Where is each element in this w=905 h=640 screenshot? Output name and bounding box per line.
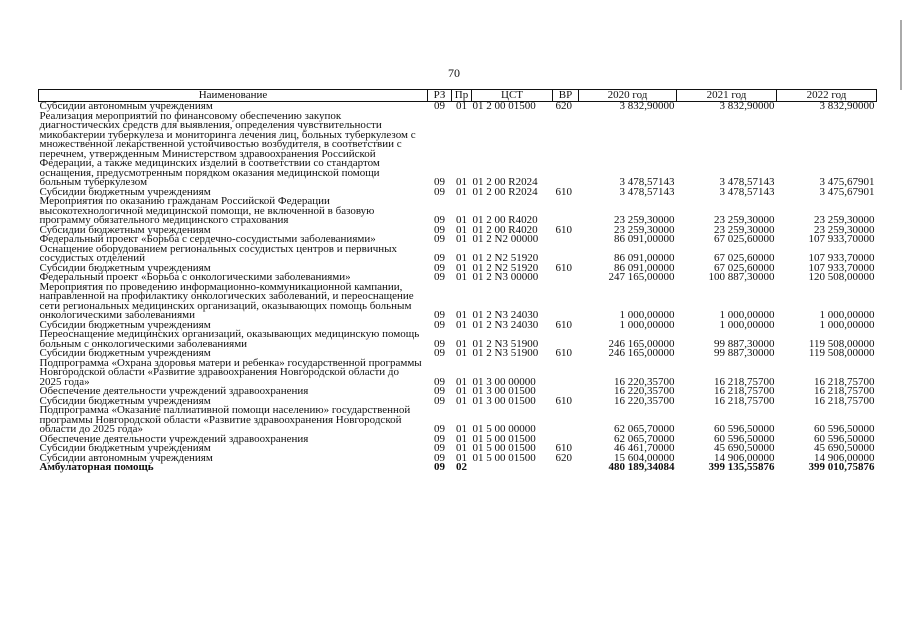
- row-rz: 09: [434, 432, 445, 445]
- table-row: [39, 463, 877, 473]
- row-name: Субсидии бюджетным учреждениям: [39, 223, 211, 236]
- row-vr: [553, 235, 579, 245]
- row-2020: 1 000,00000: [619, 309, 675, 321]
- row-2021: 99 887,30000: [714, 347, 775, 359]
- row-rz: 09: [434, 214, 445, 226]
- row-pr: 01: [456, 337, 467, 350]
- row-rz: 09: [434, 442, 445, 454]
- row-rz: 09: [434, 318, 445, 331]
- row-2020: 1 000,00000: [619, 318, 675, 331]
- row-2022: 3 832,90000: [819, 100, 875, 112]
- row-cst: 01 5 00 01500: [472, 442, 536, 454]
- row-2021: 14 906,00000: [714, 451, 775, 464]
- row-2021: 399 135,55876: [708, 461, 775, 473]
- row-2022: 120 508,00000: [808, 271, 875, 283]
- row-cst: 01 2 N2 00000: [472, 233, 539, 245]
- row-vr: 620: [555, 451, 572, 464]
- row-2022: 60 596,50000: [814, 423, 875, 435]
- row-vr: 620: [555, 100, 572, 112]
- row-rz: 09: [434, 385, 445, 397]
- row-2020: 46 461,70000: [614, 442, 675, 454]
- table-row: [39, 112, 877, 188]
- row-cst: 01 2 N3 51900: [472, 347, 539, 359]
- header-2020: 2020 год: [579, 90, 677, 102]
- row-name: Субсидии бюджетным учреждениям: [39, 261, 211, 274]
- table-body: [39, 102, 877, 473]
- row-2021: 60 596,50000: [714, 432, 775, 445]
- row-vr: 610: [555, 442, 572, 454]
- row-2021: 3 478,57143: [719, 176, 775, 188]
- row-name: Субсидии автономным учреждениям: [39, 100, 213, 112]
- row-cst: 01 2 00 R2024: [472, 176, 538, 188]
- row-pr: 01: [456, 252, 467, 264]
- row-pr: 01: [456, 100, 467, 112]
- row-name: Подпрограмма «Оказание паллиативной помощи населению» государственной программы Новгородской области «Развитие здравоохранения Новгородской области до 2025 года»: [39, 404, 411, 435]
- row-2022: 3 475,67901: [819, 176, 875, 188]
- row-rz: 09: [434, 461, 445, 473]
- row-2021: 23 259,30000: [714, 223, 775, 236]
- row-vr: 610: [555, 185, 572, 198]
- row-cst: 01 5 00 00000: [472, 423, 536, 435]
- row-2021: 60 596,50000: [714, 423, 775, 435]
- row-2022: 119 508,00000: [808, 337, 875, 350]
- row-name: Оснащение оборудованием региональных сосудистых центров и первичных сосудистых отделений: [39, 242, 398, 264]
- row-2022: 1 000,00000: [819, 309, 875, 321]
- row-2022: 119 508,00000: [808, 347, 875, 359]
- row-pr: 01: [456, 385, 467, 397]
- row-name: Федеральный проект «Борьба с онкологическими заболеваниями»: [39, 271, 351, 283]
- row-pr: 01: [456, 442, 467, 454]
- row-vr: [553, 283, 579, 321]
- row-2020: 16 220,35700: [614, 394, 675, 407]
- row-2020: 3 478,57143: [619, 176, 675, 188]
- row-cst: 01 3 00 01500: [472, 385, 536, 397]
- row-name: Амбулаторная помощь: [39, 461, 154, 473]
- row-2022: 1 000,00000: [819, 318, 875, 331]
- row-2021: 67 025,60000: [714, 261, 775, 274]
- row-cst: 01 2 N3 51900: [472, 337, 539, 350]
- row-rz: 09: [434, 252, 445, 264]
- scan-edge-mark: [900, 20, 902, 90]
- row-rz: 09: [434, 100, 445, 112]
- row-2022: 23 259,30000: [814, 214, 875, 226]
- row-2022: 107 933,70000: [808, 233, 875, 245]
- row-cst: 01 2 00 R4020: [472, 214, 538, 226]
- row-cst: [472, 463, 553, 473]
- row-rz: 09: [434, 271, 445, 283]
- row-2021: 16 218,75700: [714, 385, 775, 397]
- row-rz: 09: [434, 375, 445, 388]
- row-2022: 14 906,00000: [814, 451, 875, 464]
- row-pr: 01: [456, 432, 467, 445]
- row-name: Субсидии автономным учреждениям: [39, 451, 213, 464]
- row-pr: 01: [456, 271, 467, 283]
- row-2022: 107 933,70000: [808, 252, 875, 264]
- budget-table: [38, 89, 877, 473]
- row-2020: 62 065,70000: [614, 432, 675, 445]
- row-2022: 60 596,50000: [814, 432, 875, 445]
- row-2020: 246 165,00000: [608, 337, 675, 350]
- table-row: [39, 406, 877, 435]
- table-row: [39, 359, 877, 388]
- row-rz: 09: [434, 337, 445, 350]
- row-2021: 1 000,00000: [719, 318, 775, 331]
- row-rz: 09: [434, 176, 445, 188]
- row-cst: 01 2 N3 24030: [472, 318, 539, 331]
- row-name: Обеспечение деятельности учреждений здравоохранения: [39, 432, 309, 445]
- row-2021: 16 218,75700: [714, 394, 775, 407]
- row-pr: 01: [456, 375, 467, 388]
- row-rz: 09: [434, 423, 445, 435]
- row-2020: 3 478,57143: [619, 185, 675, 198]
- header-pr: Пр: [452, 90, 472, 102]
- row-2022: 16 218,75700: [814, 394, 875, 407]
- row-2022: 399 010,75876: [808, 461, 875, 473]
- row-2020: 23 259,30000: [614, 214, 675, 226]
- row-2022: 23 259,30000: [814, 223, 875, 236]
- row-pr: 01: [456, 318, 467, 331]
- row-name: Переоснащение медицинских организаций, оказывающих медицинскую помощь больным с онкологическими заболеваниями: [39, 328, 420, 350]
- row-2020: 16 220,35700: [614, 385, 675, 397]
- row-pr: 01: [456, 347, 467, 359]
- row-vr: [553, 463, 579, 473]
- row-pr: 01: [456, 261, 467, 274]
- row-name: Федеральный проект «Борьба с сердечно-сосудистыми заболеваниями»: [39, 233, 376, 245]
- row-vr: 610: [555, 347, 572, 359]
- row-2020: 480 189,34084: [608, 461, 675, 473]
- row-pr: 01: [456, 176, 467, 188]
- row-vr: 610: [555, 261, 572, 274]
- row-2020: 246 165,00000: [608, 347, 675, 359]
- row-name: Субсидии бюджетным учреждениям: [39, 394, 211, 407]
- table-row: [39, 283, 877, 321]
- row-rz: 09: [434, 309, 445, 321]
- row-pr: 01: [456, 423, 467, 435]
- row-2021: 3 478,57143: [719, 185, 775, 198]
- row-rz: 09: [434, 223, 445, 236]
- row-2021: 16 218,75700: [714, 375, 775, 388]
- header-2021: 2021 год: [677, 90, 777, 102]
- row-vr: 610: [555, 318, 572, 331]
- row-2020: 3 832,90000: [619, 100, 675, 112]
- row-2020: 23 259,30000: [614, 223, 675, 236]
- page-number: 70: [448, 66, 460, 80]
- row-pr: 01: [456, 185, 467, 198]
- header-rz: РЗ: [428, 90, 452, 102]
- row-2020: 86 091,00000: [614, 233, 675, 245]
- row-2021: 23 259,30000: [714, 214, 775, 226]
- row-vr: [553, 112, 579, 188]
- header-vr: ВР: [553, 90, 579, 102]
- row-name: Субсидии бюджетным учреждениям: [39, 318, 211, 331]
- row-vr: [553, 245, 579, 264]
- row-name: Обеспечение деятельности учреждений здравоохранения: [39, 385, 309, 397]
- row-rz: 09: [434, 347, 445, 359]
- row-pr: 01: [456, 394, 467, 407]
- row-cst: 01 2 N2 51920: [472, 252, 539, 264]
- row-2020: 86 091,00000: [614, 261, 675, 274]
- row-rz: 09: [434, 185, 445, 198]
- row-cst: 01 3 00 01500: [472, 394, 536, 407]
- row-2020: 247 165,00000: [608, 271, 675, 283]
- row-2021: 67 025,60000: [714, 233, 775, 245]
- row-2022: 16 218,75700: [814, 385, 875, 397]
- row-2021: 45 690,50000: [714, 442, 775, 454]
- row-2022: 16 218,75700: [814, 375, 875, 388]
- row-name: Мероприятия по оказанию гражданам Российской Федерации высокотехнологичной медицинской помощи, не включенной в базовую программу обязательного медицинского страхования: [39, 195, 375, 226]
- row-name: Реализация мероприятий по финансовому обеспечению закупок диагностических средств для выявления, определения чувствительности микобактерии туберкулеза и мониторинга лечения лиц, больных туберкулезом с множественной лекарственной устойчивостью возбудителя, в соответствии с перечнем, утвержденным Министерством здравоохранения Российской Федерации, а также медицинских изделий в соответствии со стандартом оснащения, предусмотренным порядком оказания медицинской помощи больным туберкулезом: [39, 109, 416, 188]
- row-cst: 01 2 00 R2024: [472, 185, 538, 198]
- row-cst: 01 2 00 01500: [472, 100, 536, 112]
- row-2022: 107 933,70000: [808, 261, 875, 274]
- table-row: [39, 197, 877, 226]
- row-2020: 86 091,00000: [614, 252, 675, 264]
- row-cst: 01 3 00 00000: [472, 375, 536, 388]
- row-2021: 100 887,30000: [708, 271, 775, 283]
- row-2022: 3 475,67901: [819, 185, 875, 198]
- table-row: [39, 245, 877, 264]
- row-2020: 16 220,35700: [614, 375, 675, 388]
- row-2020: 15 604,00000: [614, 451, 675, 464]
- row-vr: [553, 273, 579, 283]
- row-cst: 01 2 N3 24030: [472, 309, 539, 321]
- row-vr: [553, 197, 579, 226]
- row-vr: [553, 359, 579, 388]
- row-rz: 09: [434, 394, 445, 407]
- row-cst: 01 2 N2 51920: [472, 261, 539, 274]
- row-2021: 67 025,60000: [714, 252, 775, 264]
- row-cst: 01 2 00 R4020: [472, 223, 538, 236]
- row-2021: 99 887,30000: [714, 337, 775, 350]
- row-rz: 09: [434, 261, 445, 274]
- row-2020: 62 065,70000: [614, 423, 675, 435]
- row-vr: [553, 406, 579, 435]
- row-2021: 1 000,00000: [719, 309, 775, 321]
- row-cst: 01 2 N3 00000: [472, 271, 539, 283]
- row-pr: 01: [456, 223, 467, 236]
- header-name: Наименование: [39, 90, 428, 102]
- row-vr: 610: [555, 223, 572, 236]
- row-2022: 45 690,50000: [814, 442, 875, 454]
- row-pr: 01: [456, 214, 467, 226]
- row-name: Мероприятия по проведению информационно-коммуникационной кампании, направленной на профилактику онкологических заболеваний, и переоснащение сети региональных медицинских организаций, оказывающих помощь больным онкологическими заболеваниями: [39, 280, 414, 321]
- header-2022: 2022 год: [777, 90, 877, 102]
- row-vr: 610: [555, 394, 572, 407]
- row-pr: 01: [456, 451, 467, 464]
- row-pr: 01: [456, 233, 467, 245]
- row-cst: 01 5 00 01500: [472, 451, 536, 464]
- row-pr: 02: [456, 461, 467, 473]
- row-rz: 09: [434, 451, 445, 464]
- row-cst: 01 5 00 01500: [472, 432, 536, 445]
- header-cst: ЦСТ: [472, 90, 553, 102]
- row-name: Субсидии бюджетным учреждениям: [39, 185, 211, 198]
- row-pr: 01: [456, 309, 467, 321]
- row-name: Субсидии бюджетным учреждениям: [39, 347, 211, 359]
- row-2021: 3 832,90000: [719, 100, 775, 112]
- row-name: Подпрограмма «Охрана здоровья матери и ребенка» государственной программы Новгородской области «Развитие здравоохранения Новгородской области до 2025 года»: [39, 356, 422, 388]
- row-name: Субсидии бюджетным учреждениям: [39, 442, 211, 454]
- row-rz: 09: [434, 233, 445, 245]
